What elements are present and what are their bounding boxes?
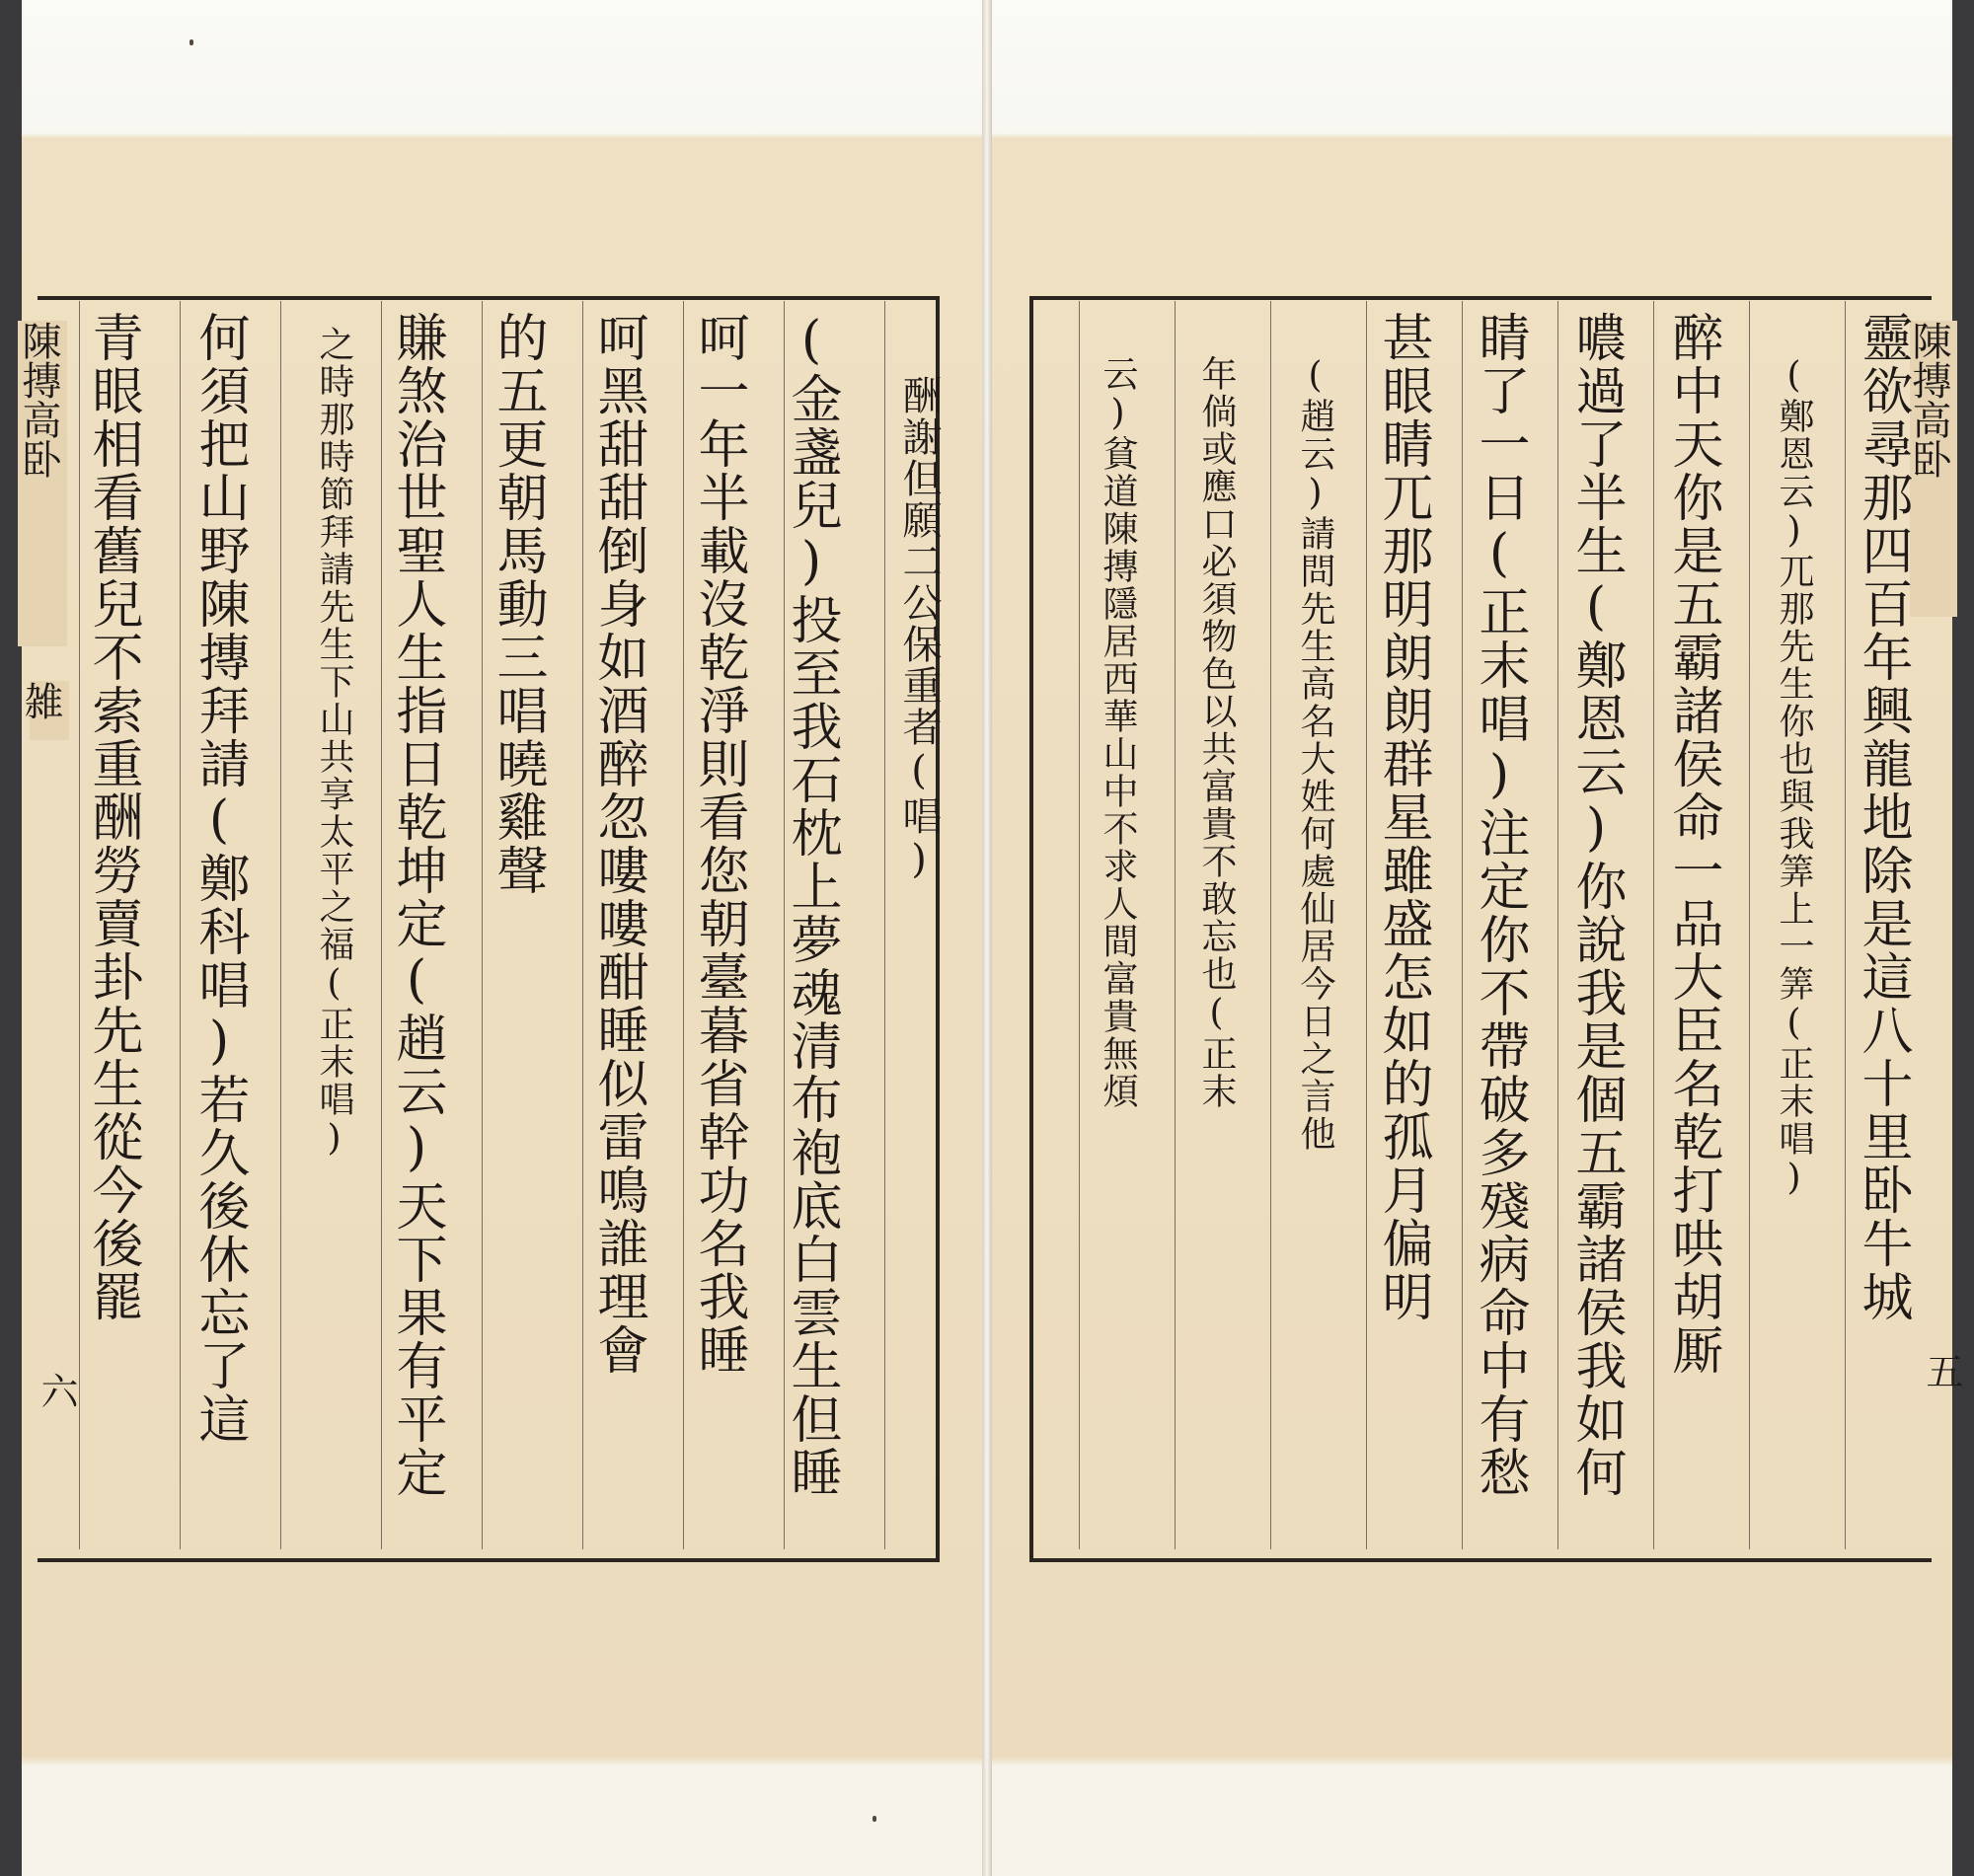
- text-column: 呵一年半載沒乾淨則看您朝臺暮省幹功名我睡: [689, 311, 748, 1377]
- column-rule: [180, 301, 181, 1549]
- column-rule: [280, 301, 281, 1549]
- text-column: 睛了一日(正末唱)注定你不帶破多殘病命中有愁: [1470, 311, 1529, 1499]
- text-column: 的五更朝馬動三唱曉雞聲: [488, 311, 547, 897]
- text-column: 青眼相看舊兒不索重酬勞賣卦先生從今後罷: [83, 311, 142, 1323]
- column-rule: [79, 301, 80, 1549]
- right-margin-title: 陳摶高卧: [1910, 321, 1957, 617]
- text-column: (金盞兒)投至我石枕上夢魂清布袍底白雲生但睡: [782, 311, 841, 1499]
- text-column: (趙云)請問先生高名大姓何處仙居今日之言他: [1295, 355, 1335, 1153]
- text-column: 呵黑甜甜倒身如酒醉忽嘍嘍酣睡似雷鳴誰理會: [588, 311, 647, 1377]
- text-column: 之時那時節拜請先生下山共享太平之福(正末唱): [314, 326, 354, 1161]
- text-column: 靈欲尋那四百年興龍地除是這八十里卧牛城: [1853, 311, 1912, 1323]
- left-folio: 六: [35, 1372, 78, 1409]
- column-rule: [1462, 301, 1463, 1549]
- right-folio: 五: [1920, 1352, 1963, 1389]
- column-rule: [1366, 301, 1367, 1549]
- right-page: [992, 0, 1963, 1876]
- column-rule: [1557, 301, 1558, 1549]
- text-column: 酬謝但願二公保重者(唱): [896, 375, 942, 884]
- text-column: 賺煞治世聖人生指日乾坤定(趙云)天下果有平定: [387, 311, 446, 1499]
- column-rule: [482, 301, 483, 1549]
- book-gutter: [982, 0, 992, 1876]
- text-column: 甚眼睛兀那明朗朗群星雖盛怎如的孤月偏明: [1373, 311, 1432, 1323]
- text-column: 噥過了半生(鄭恩云)你說我是個五霸諸侯我如何: [1566, 311, 1626, 1499]
- column-rule: [884, 301, 885, 1549]
- text-column: 何須把山野陳摶拜請(鄭科唱)若久後休忘了這: [190, 311, 249, 1446]
- left-margin-title: 陳摶高卧: [18, 321, 67, 646]
- column-rule: [683, 301, 684, 1549]
- paper-speck: [190, 39, 193, 45]
- column-rule: [1270, 301, 1271, 1549]
- column-rule: [1845, 301, 1846, 1549]
- text-column: (鄭恩云)兀那先生你也與我筭上一筭(正末唱): [1774, 355, 1814, 1200]
- column-rule: [1079, 301, 1080, 1549]
- left-page: [16, 0, 982, 1876]
- text-column: 云)貧道陳摶隱居西華山中不求人間富貴無煩: [1098, 355, 1138, 1110]
- column-rule: [1175, 301, 1176, 1549]
- column-rule: [582, 301, 583, 1549]
- text-column: 年倘或應口必須物色以共富貴不敢忘也(正末: [1196, 355, 1237, 1110]
- paper-speck: [873, 1816, 876, 1822]
- text-column: 醉中天你是五霸諸侯命一品大臣名乾打哄胡厮: [1663, 311, 1722, 1377]
- left-margin-section: 雑: [30, 681, 69, 740]
- column-rule: [381, 301, 382, 1549]
- column-rule: [1653, 301, 1654, 1549]
- column-rule: [1749, 301, 1750, 1549]
